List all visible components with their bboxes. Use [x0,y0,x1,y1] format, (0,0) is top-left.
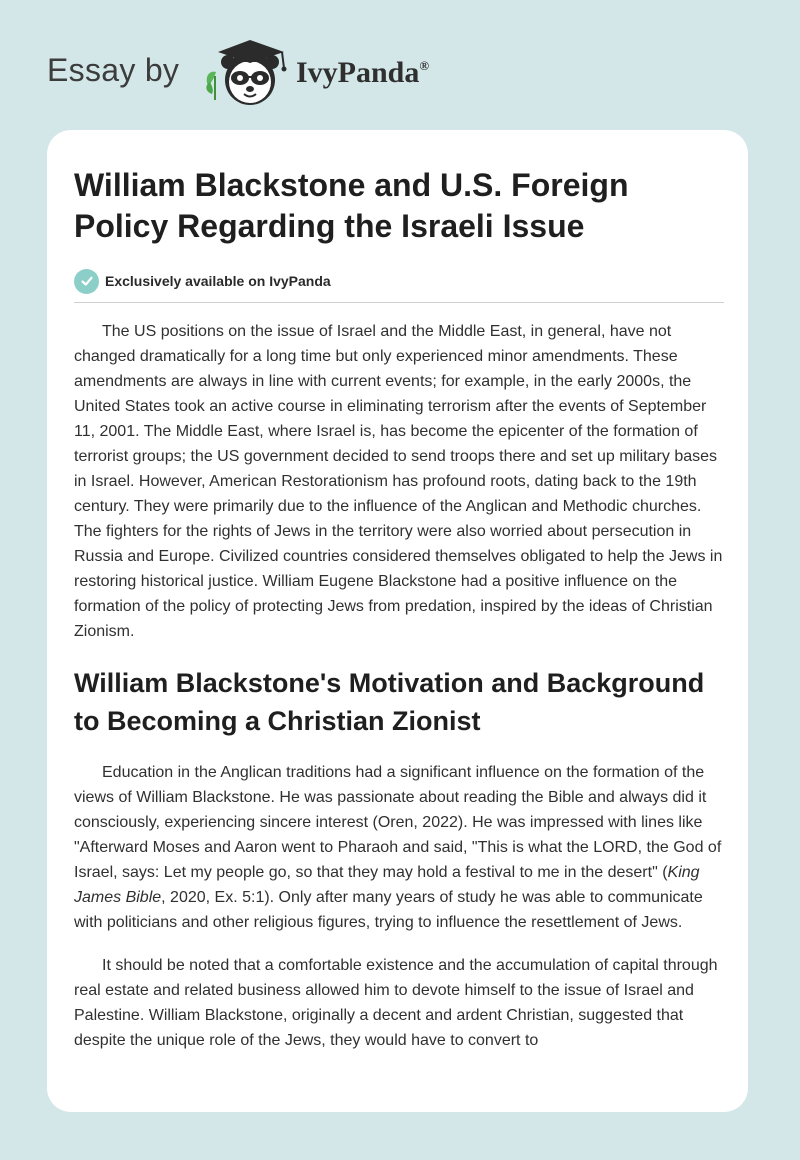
brand-text: IvyPanda [296,56,420,89]
essay-by-label: Essay by [47,52,180,88]
article-content [74,165,724,1053]
paragraph-capital: It should be noted that a comfortable existence and the accumulation of capital through real estate and related business allowed him to devote himself to the issue of Israel and Palestine. William Blackstone, originally a decent and ardent Christian, suggested that despite the unique role of the Jews, they would have to convert to [74,957,718,1049]
paragraph-motivation [74,760,724,935]
exclusive-badge-label: Exclusively available on IvyPanda [105,273,331,289]
checkmark-icon [74,269,99,294]
section-heading: William Blackstone's Motivation and Background to Becoming a Christian Zionist [74,668,705,736]
site-header [0,0,800,130]
article-title: William Blackstone and U.S. Foreign Policy Regarding the Israeli Issue [74,167,629,244]
panda-logo-icon[interactable] [202,36,294,108]
paragraph-motivation-part-2: , 2020, Ex. 5:1). Only after many years of study he was able to communicate with politicians and other religious figures, trying to influence the resettlement of Jews. [74,889,703,931]
registered-mark: ® [419,58,430,73]
citation-title: King James Bible [74,864,700,906]
paragraph-motivation-part-1: Education in the Anglican traditions had a significant influence on the formation of the views of William Blackstone. He was passionate about reading the Bible and always did it consciously, experiencing sincere interest (Oren, 2022). He was impressed with lines like "Afterward Moses and Aaron went to Pharaoh and said, "This is what the LORD, the God of Israel, says: Let my people go, so that they may hold a festival to me in the desert" ( [74,764,722,881]
divider [74,302,724,303]
paragraph-intro: The US positions on the issue of Israel and the Middle East, in general, have not changed dramatically for a long time but only experienced minor amendments. These amendments are always in line with current events; for example, in the early 2000s, the United States took an active course in eliminating terrorism after the events of September 11, 2001. The Middle East, where Israel is, has become the epicenter of the formation of terrorist groups; the US government decided to send troops there and set up military bases in Israel. However, American Restorationism has profound roots, dating back to the 19th century. They were primarily due to the influence of the Anglican and Methodic churches. The fighters for the rights of Jews in the territory were also worried about persecution in Russia and Europe. Civilized countries considered themselves obligated to help the Jews in restoring historical justice. William Eugene Blackstone had a positive influence on the formation of the policy of protecting Jews from predation, inspired by the ideas of Christian Zionism. [74,323,723,640]
exclusive-badge [74,267,724,295]
brand-name[interactable] [296,56,429,90]
article-card [47,130,748,1112]
